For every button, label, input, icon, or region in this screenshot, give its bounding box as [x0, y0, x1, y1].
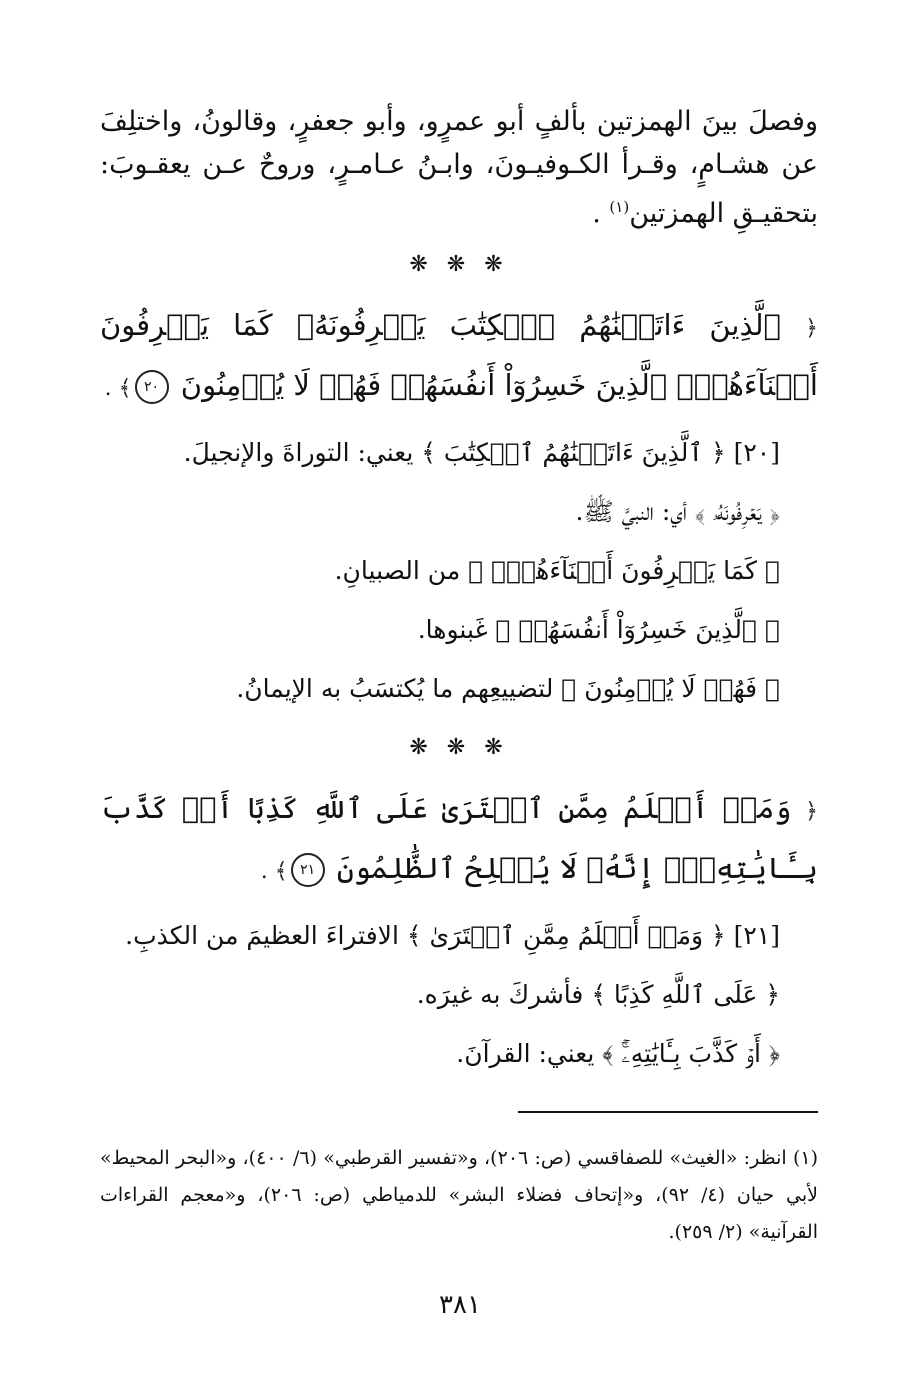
gloss-quote: ﴿ وَمَنۡ أَظۡلَمُ مِمَّنِ ٱفۡتَرَىٰ ﴾: [406, 921, 726, 950]
gloss-line: [100, 1036, 780, 1071]
gloss-line: [100, 435, 780, 470]
verse-21: [100, 780, 818, 900]
footnote-divider: [518, 1111, 818, 1113]
gloss-line: [100, 918, 780, 953]
gloss-quote: ﴿ عَلَى ٱللَّهِ كَذِبًا ﴾: [591, 980, 780, 1009]
section-separator: ❋ ❋ ❋: [409, 735, 509, 760]
intro-text: وفصلَ بينَ الهمزتين بألفٍ أبو عمرٍو، وأبو جعفرٍ، وقالونُ، واختلِفَ عن هشـامٍ، وقـرأ الكـوفيـونَ، وابـنُ عـامـرٍ، وروحٌ عـن يعقـوبَ: بتحقيـقِ الهمزتين: [100, 106, 818, 229]
page-body: [100, 100, 818, 1095]
gloss-line: [100, 553, 780, 588]
gloss-text: أي: النبيَّ ﷺ.: [575, 497, 687, 526]
gloss-line: [100, 612, 780, 647]
gloss-text: غَبنوها.: [417, 615, 488, 644]
verse-open-bracket: ﴿: [805, 316, 819, 341]
gloss-text: لتضييعِهم ما يُكتسَبُ به الإيمانُ.: [236, 674, 554, 703]
gloss-quote: ﴿ أَوۡ كَذَّبَ بِـَٔايَٰتِهِۦٓۚ ﴾: [602, 1039, 780, 1068]
ayah-number-marker: ٢١: [291, 853, 325, 887]
intro-end: .: [592, 198, 601, 229]
page-number: ٣٨١: [439, 1290, 481, 1320]
gloss-text: يعني: القرآنَ.: [456, 1039, 595, 1068]
gloss-quote: ﴿ فَهُمۡ لَا يُؤۡمِنُونَ ﴾: [561, 674, 780, 703]
gloss-text: فأشركَ به غيرَه.: [416, 980, 584, 1009]
gloss-text: الافتراءَ العظيمَ من الكذبِ.: [125, 921, 399, 950]
gloss-quote: ﴿ كَمَا يَعۡرِفُونَ أَبۡنَآءَهُمُۘ ﴾: [468, 556, 780, 585]
gloss-line: [100, 977, 780, 1012]
ayah-number-marker: ٢٠: [135, 370, 169, 404]
verse-open-bracket: ﴿: [805, 799, 819, 824]
gloss-line: [100, 494, 780, 529]
verse-20-text: ٱلَّذِينَ ءَاتَيۡنَٰهُمُ ٱلۡكِتَٰبَ يَعۡرِفُونَهُۥ كَمَا يَعۡرِفُونَ أَبۡنَآءَهُمُۘ ٱلَّذِينَ خَسِرُوٓاْ أَنفُسَهُمۡ فَهُمۡ لَا يُؤۡمِنُونَ: [100, 308, 818, 402]
gloss-quote: ﴿ ٱلَّذِينَ خَسِرُوٓاْ أَنفُسَهُمۡ ﴾: [495, 615, 780, 644]
gloss-line: [100, 671, 780, 706]
verse-close-bracket: ﴾ .: [104, 376, 132, 401]
verse-20: [100, 297, 818, 417]
verse-close-bracket: ﴾ .: [260, 859, 288, 884]
footnote: (١) انظر: «الغيث» للصفاقسي (ص: ٢٠٦)، و«تفسير القرطبي» (٦/ ٤٠٠)، و«البحر المحيط» لأبي حيان (٤/ ٩٢)، و«إتحاف فضلاء البشر» للدمياطي (ص: ٢٠٦)، و«معجم القراءات القرآنية» (٢/ ٢٥٩).: [100, 1147, 818, 1243]
footnote-reference[interactable]: (١): [609, 198, 630, 216]
section-separator: ❋ ❋ ❋: [409, 252, 509, 277]
gloss-verse-number: [٢١]: [733, 921, 780, 950]
gloss-quote: ﴿ يَعۡرِفُونَهُۥ ﴾: [694, 497, 780, 526]
gloss-verse-number: [٢٠]: [733, 438, 780, 467]
verse-21-text: وَمَنۡ أَظۡلَمُ مِمَّنِ ٱفۡتَرَىٰ عَلَى ٱللَّهِ كَذِبًا أَوۡ كَذَّبَ بِـَٔايَٰتِهِۦٓۚ إِنَّهُۥ لَا يُفۡلِحُ ٱلظَّٰلِمُونَ: [100, 791, 818, 885]
intro-paragraph: [100, 100, 818, 235]
gloss-text: من الصبيانِ.: [334, 556, 461, 585]
gloss-text: يعني: التوراةَ والإنجيلَ.: [183, 438, 414, 467]
gloss-quote: ﴿ ٱلَّذِينَ ءَاتَيۡنَٰهُمُ ٱلۡكِتَٰبَ ﴾: [421, 438, 726, 467]
